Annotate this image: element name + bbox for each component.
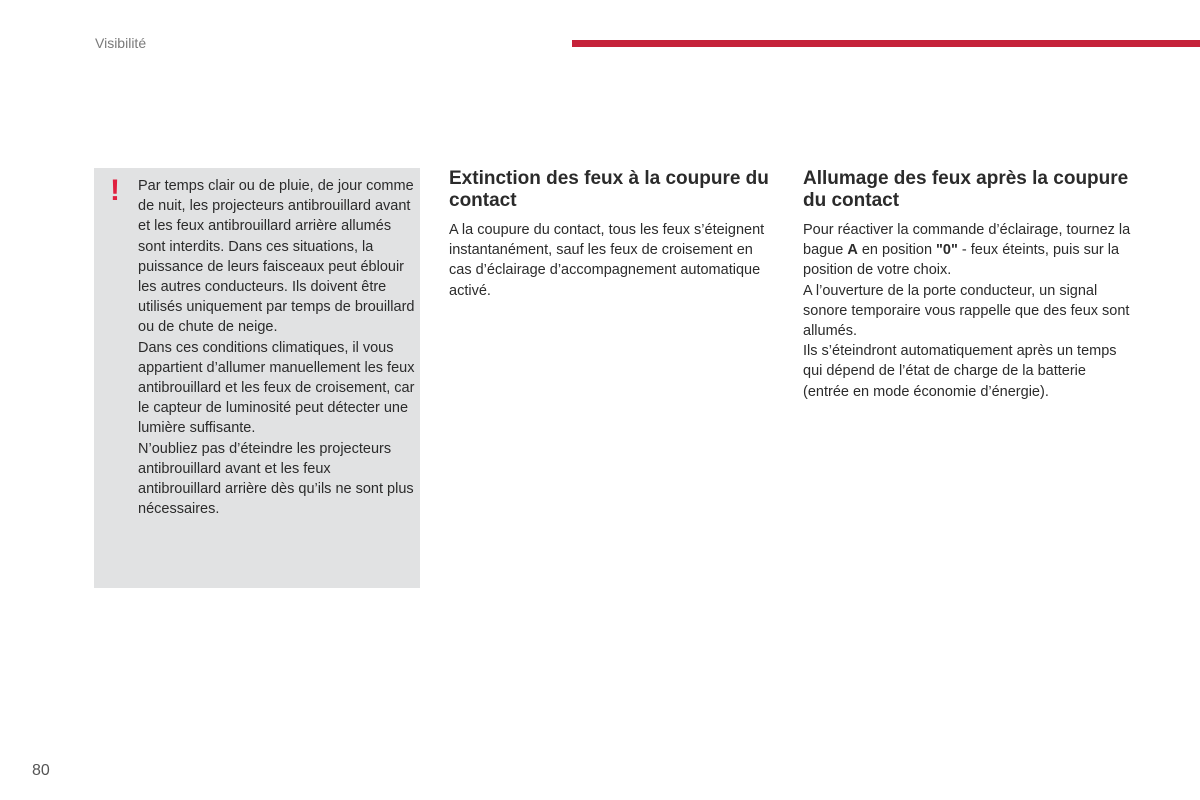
- warning-paragraph: N’oubliez pas d’éteindre les projecteurs antibrouillard avant et les feux antibrouillard arrière dès qu’ils ne sont plus nécessaires.: [138, 440, 414, 518]
- allumage-heading: Allumage des feux après la coupure du contact: [803, 168, 1129, 211]
- section-title: Visibilité: [95, 35, 147, 51]
- position-label: "0": [936, 242, 958, 259]
- allumage-paragraph-3: Ils s’éteindront automatiquement après un temps qui dépend de l’état de charge de la batterie (entrée en mode économie d’énergie).: [803, 343, 1117, 400]
- extinction-paragraph: A la coupure du contact, tous les feux s’éteignent instantanément, sauf les feux de croisement en cas d’éclairage d’accompagnement automatique activé.: [449, 222, 765, 299]
- extinction-heading: Extinction des feux à la coupure du contact: [449, 168, 769, 211]
- page-number: 80: [32, 762, 50, 779]
- warning-text: [138, 176, 416, 519]
- header-accent-bar: [572, 40, 1200, 47]
- warning-paragraph: Dans ces conditions climatiques, il vous appartient d’allumer manuellement les feux antibrouillard et les feux de croisement, car le capteur de luminosité peut détecter une lumière suffisante.: [138, 339, 415, 437]
- warning-paragraph: Par temps clair ou de pluie, de jour comme de nuit, les projecteurs antibrouillard avant et les feux antibrouillard arrière allumés sont interdits. Dans ces situations, la puissance de leurs faisceaux peut éblouir les autres conducteurs. Ils doivent être utilisés uniquement par temps de brouillard ou de chute de neige.: [138, 178, 415, 336]
- allumage-paragraph-1: [803, 220, 1133, 281]
- allumage-section: [803, 168, 1133, 402]
- extinction-section: [449, 168, 779, 301]
- allumage-text: en position: [857, 242, 937, 259]
- allumage-text: - feux éteints, puis sur la position de votre choix.: [803, 242, 1120, 279]
- exclamation-icon: !: [110, 174, 120, 207]
- ring-label: A: [847, 242, 858, 259]
- allumage-text: Pour réactiver la commande d’éclairage, tournez la bague: [803, 222, 1131, 259]
- allumage-paragraph-2: A l’ouverture de la porte conducteur, un signal sonore temporaire vous rappelle que des feux sont allumés.: [803, 282, 1130, 340]
